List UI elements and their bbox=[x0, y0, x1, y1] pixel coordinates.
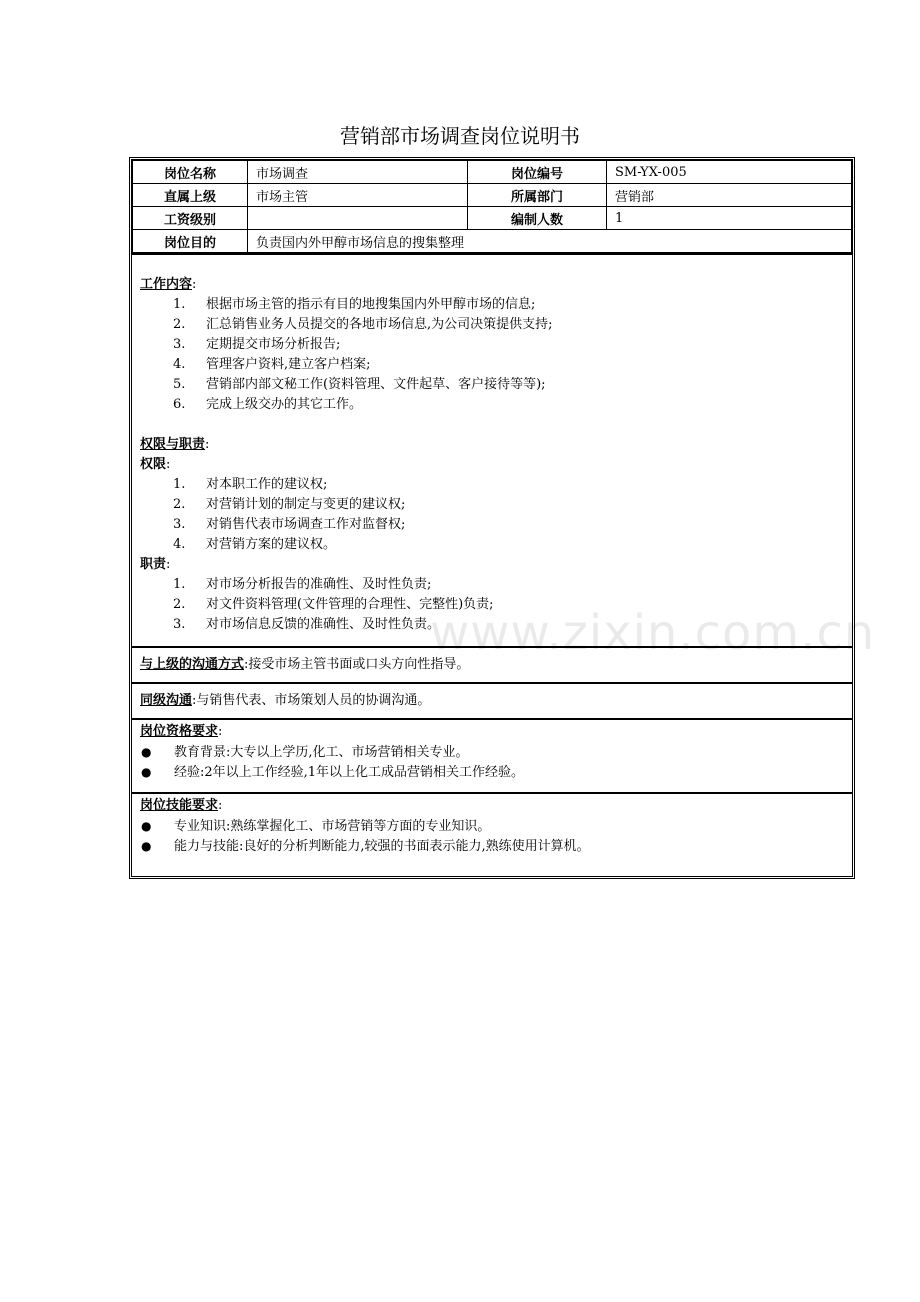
list-item bbox=[140, 295, 852, 315]
headcount-value: 1 bbox=[607, 207, 852, 230]
list-item bbox=[140, 742, 852, 762]
peer-comm-text: :与销售代表、市场策划人员的协调沟通。 bbox=[192, 693, 431, 708]
item-number: 2. bbox=[173, 317, 186, 332]
list-item bbox=[140, 395, 852, 415]
qualification-heading: 岗位资格要求 bbox=[140, 724, 219, 739]
item-text: 对营销计划的制定与变更的建议权; bbox=[206, 497, 406, 512]
bullet-icon: ● bbox=[141, 745, 152, 759]
item-text: 对本职工作的建议权; bbox=[206, 477, 328, 492]
info-row bbox=[133, 230, 852, 253]
rights-heading-line bbox=[140, 455, 852, 475]
superior-value: 市场主管 bbox=[248, 184, 468, 207]
skills-list bbox=[140, 816, 852, 856]
item-text: 能力与技能:良好的分析判断能力,较强的书面表示能力,熟练使用计算机。 bbox=[174, 839, 590, 854]
info-row bbox=[133, 161, 852, 184]
list-item bbox=[140, 475, 852, 495]
skills-heading: 岗位技能要求 bbox=[140, 798, 219, 813]
superior-comm-heading: 与上级的沟通方式 bbox=[140, 657, 245, 672]
rights-list bbox=[140, 475, 852, 555]
item-number: 2. bbox=[173, 497, 186, 512]
salary-label: 工资级别 bbox=[133, 207, 248, 230]
info-table bbox=[132, 160, 852, 253]
page-title: 营销部市场调查岗位说明书 bbox=[340, 124, 580, 148]
list-item bbox=[140, 375, 852, 395]
authority-heading-line bbox=[140, 435, 852, 455]
item-text: 对销售代表市场调查工作对监督权; bbox=[206, 517, 406, 532]
work-heading: 工作内容 bbox=[140, 277, 193, 292]
duties-heading: 职责 bbox=[140, 557, 167, 572]
info-row bbox=[133, 184, 852, 207]
peer-comm-section bbox=[132, 682, 852, 718]
department-label: 所属部门 bbox=[468, 184, 607, 207]
list-item bbox=[140, 816, 852, 836]
item-number: 6. bbox=[173, 397, 186, 412]
position-name-value: 市场调查 bbox=[248, 161, 468, 184]
colon: : bbox=[166, 457, 171, 472]
skills-heading-line bbox=[140, 796, 852, 816]
item-number: 5. bbox=[173, 377, 186, 392]
position-name-label: 岗位名称 bbox=[133, 161, 248, 184]
watermark: www.zixin.com.cn bbox=[430, 605, 876, 661]
list-item bbox=[140, 535, 852, 555]
duties-heading-line bbox=[140, 555, 852, 575]
item-number: 1. bbox=[173, 577, 186, 592]
item-text: 定期提交市场分析报告; bbox=[206, 337, 341, 352]
item-number: 2. bbox=[173, 597, 186, 612]
item-text: 管理客户资料,建立客户档案; bbox=[206, 357, 371, 372]
bullet-icon: ● bbox=[141, 819, 152, 833]
skills-section bbox=[132, 792, 852, 872]
peer-comm-heading: 同级沟通 bbox=[140, 693, 193, 708]
bullet-icon: ● bbox=[141, 765, 152, 779]
item-text: 完成上级交办的其它工作。 bbox=[206, 397, 363, 412]
item-text: 专业知识:熟练掌握化工、市场营销等方面的专业知识。 bbox=[174, 819, 491, 834]
department-value: 营销部 bbox=[607, 184, 852, 207]
purpose-value: 负责国内外甲醇市场信息的搜集整理 bbox=[248, 230, 852, 253]
authority-heading: 权限与职责 bbox=[140, 437, 206, 452]
item-number: 3. bbox=[173, 517, 186, 532]
item-text: 根据市场主管的指示有目的地搜集国内外甲醇市场的信息; bbox=[206, 297, 536, 312]
qualification-heading-line bbox=[140, 722, 852, 742]
item-number: 4. bbox=[173, 537, 186, 552]
item-number: 1. bbox=[173, 297, 186, 312]
list-item bbox=[140, 575, 852, 595]
work-list bbox=[140, 295, 852, 415]
colon: : bbox=[218, 798, 223, 813]
list-item bbox=[140, 515, 852, 535]
list-item bbox=[140, 495, 852, 515]
job-description-form bbox=[129, 157, 855, 879]
peer-comm-line bbox=[140, 691, 852, 711]
item-text: 汇总销售业务人员提交的各地市场信息,为公司决策提供支持; bbox=[206, 317, 553, 332]
list-item bbox=[140, 335, 852, 355]
item-number: 3. bbox=[173, 617, 186, 632]
purpose-label: 岗位目的 bbox=[133, 230, 248, 253]
item-text: 营销部内部文秘工作(资料管理、文件起草、客户接待等等); bbox=[206, 377, 546, 392]
item-number: 4. bbox=[173, 357, 186, 372]
qualification-section bbox=[132, 718, 852, 792]
position-no-label: 岗位编号 bbox=[468, 161, 607, 184]
work-heading-line bbox=[140, 275, 852, 295]
item-number: 3. bbox=[173, 337, 186, 352]
info-row bbox=[133, 207, 852, 230]
item-text: 经验:2年以上工作经验,1年以上化工成品营销相关工作经验。 bbox=[174, 765, 525, 780]
item-text: 对营销方案的建议权。 bbox=[206, 537, 337, 552]
superior-comm-text: :接受市场主管书面或口头方向性指导。 bbox=[244, 657, 470, 672]
colon: : bbox=[166, 557, 171, 572]
list-item bbox=[140, 836, 852, 856]
colon: : bbox=[192, 277, 197, 292]
list-item bbox=[140, 762, 852, 782]
headcount-label: 编制人数 bbox=[468, 207, 607, 230]
position-no-value: SM-YX-005 bbox=[607, 161, 852, 184]
colon: : bbox=[218, 724, 223, 739]
salary-value bbox=[248, 207, 468, 230]
item-text: 对市场信息反馈的准确性、及时性负责。 bbox=[206, 617, 441, 632]
list-item bbox=[140, 315, 852, 335]
item-text: 对文件资料管理(文件管理的合理性、完整性)负责; bbox=[206, 597, 494, 612]
list-item bbox=[140, 355, 852, 375]
work-authority-section bbox=[132, 253, 852, 646]
item-text: 教育背景:大专以上学历,化工、市场营销相关专业。 bbox=[174, 745, 469, 760]
colon: : bbox=[205, 437, 210, 452]
qualification-list bbox=[140, 742, 852, 782]
rights-heading: 权限 bbox=[140, 457, 167, 472]
item-number: 1. bbox=[173, 477, 186, 492]
superior-label: 直属上级 bbox=[133, 184, 248, 207]
item-text: 对市场分析报告的准确性、及时性负责; bbox=[206, 577, 432, 592]
bullet-icon: ● bbox=[141, 839, 152, 853]
